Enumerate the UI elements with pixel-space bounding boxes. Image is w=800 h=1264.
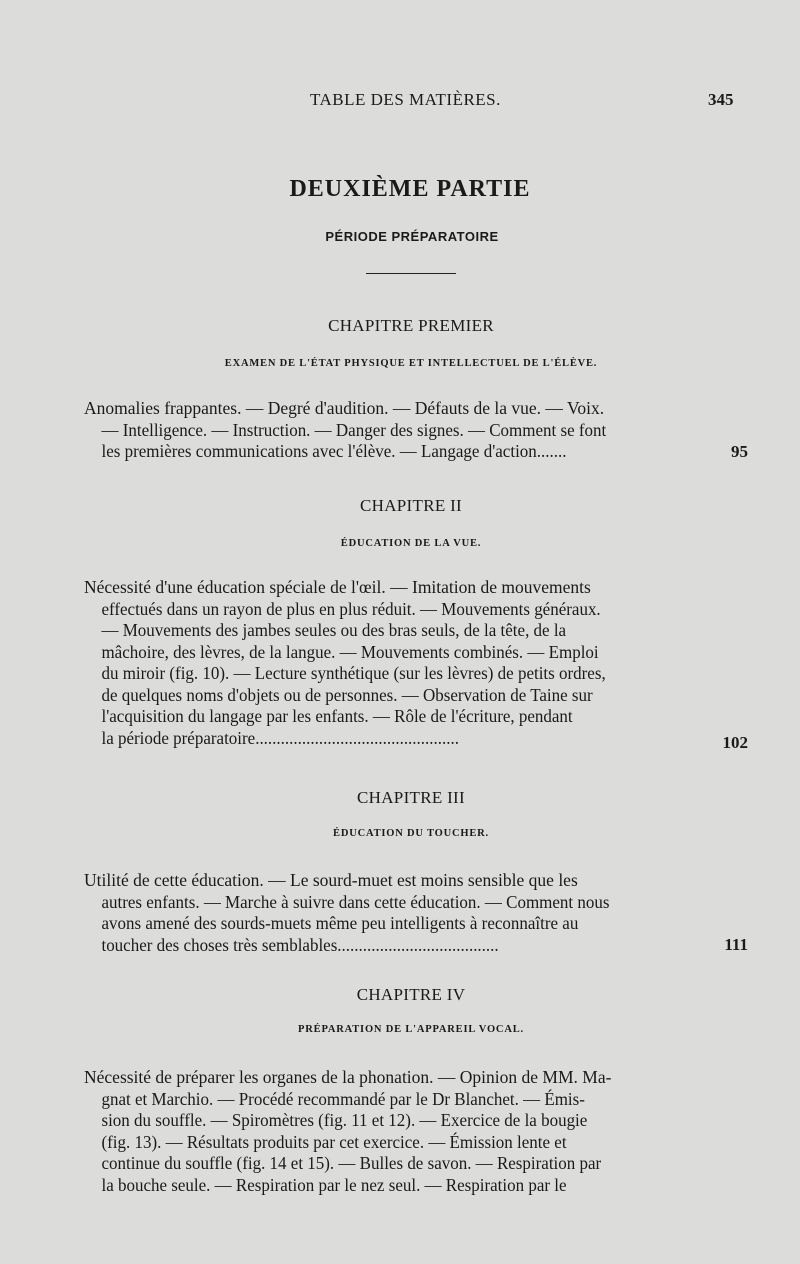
chapter-title: CHAPITRE III bbox=[357, 788, 465, 807]
running-head bbox=[0, 90, 800, 112]
chapter-title: CHAPITRE PREMIER bbox=[328, 316, 494, 335]
summary-line: avons amené des sourds-muets même peu intelligents à reconnaître au bbox=[101, 913, 579, 933]
summary-line: continue du souffle (fig. 14 et 15). — Bulles de savon. — Respiration par bbox=[101, 1153, 602, 1173]
summary-line: autres enfants. — Marche à suivre dans cette éducation. — Comment nous bbox=[101, 891, 610, 912]
summary-line: mâchoire, des lèvres, de la langue. — Mouvements combinés. — Emploi bbox=[101, 641, 599, 662]
chapter-page-ref: 111 bbox=[724, 935, 748, 954]
summary-line: effectués dans un rayon de plus en plus réduit. — Mouvements généraux. bbox=[101, 598, 601, 619]
summary-line: Nécessité de préparer les organes de la phonation. — Opinion de MM. Ma- bbox=[84, 1067, 612, 1087]
summary-line: la bouche seule. — Respiration par le nez seul. — Respiration par le bbox=[101, 1174, 567, 1195]
chapter-summary bbox=[84, 1067, 696, 1196]
running-title: TABLE DES MATIÈRES. bbox=[310, 90, 501, 109]
chapter-summary bbox=[84, 870, 696, 956]
chapter-summary bbox=[84, 398, 696, 463]
chapter-subtitle: EXAMEN DE L'ÉTAT PHYSIQUE ET INTELLECTUEL DE L'ÉLÈVE. bbox=[224, 358, 598, 369]
summary-line: la période préparatoire................................................ bbox=[101, 727, 460, 748]
summary-line: du miroir (fig. 10). — Lecture synthétique (sur les lèvres) de petits ordres, bbox=[101, 663, 606, 683]
summary-line: gnat et Marchio. — Procédé recommandé par le Dr Blanchet. — Émis- bbox=[101, 1088, 585, 1109]
chapter-page-ref: 95 bbox=[731, 442, 748, 461]
summary-line: l'acquisition du langage par les enfants. — Rôle de l'écriture, pendant bbox=[101, 706, 573, 726]
chapter-title: CHAPITRE IV bbox=[356, 985, 466, 1004]
divider-rule bbox=[366, 273, 456, 274]
summary-line: (fig. 13). — Résultats produits par cet exercice. — Émission lente et bbox=[101, 1131, 567, 1152]
chapter-page-ref: 102 bbox=[722, 733, 748, 752]
summary-line: les premières communications avec l'élève. — Langage d'action....... bbox=[101, 441, 567, 461]
summary-line: sion du souffle. — Spiromètres (fig. 11 et 12). — Exercice de la bougie bbox=[101, 1110, 588, 1130]
summary-line: — Mouvements des jambes seules ou des bras seuls, de la tête, de la bbox=[101, 620, 567, 640]
chapter-subtitle: ÉDUCATION DU TOUCHER. bbox=[333, 828, 489, 839]
chapter-subtitle: ÉDUCATION DE LA VUE. bbox=[340, 538, 482, 549]
summary-line: de quelques noms d'objets ou de personnes. — Observation de Taine sur bbox=[101, 684, 593, 705]
part-title: DEUXIÈME PARTIE bbox=[289, 176, 531, 202]
summary-line: Utilité de cette éducation. — Le sourd-muet est moins sensible que les bbox=[84, 870, 578, 890]
summary-line: — Intelligence. — Instruction. — Danger des signes. — Comment se font bbox=[101, 419, 607, 440]
chapter-subtitle: PRÉPARATION DE L'APPAREIL VOCAL. bbox=[298, 1024, 524, 1035]
chapter-summary bbox=[84, 577, 696, 749]
summary-line: Nécessité d'une éducation spéciale de l'œil. — Imitation de mouvements bbox=[84, 577, 591, 597]
summary-line: Anomalies frappantes. — Degré d'audition. — Défauts de la vue. — Voix. bbox=[84, 398, 605, 418]
part-subtitle: PÉRIODE PRÉPARATOIRE bbox=[325, 229, 499, 244]
chapter-title: CHAPITRE II bbox=[360, 496, 462, 515]
summary-line: toucher des choses très semblables...................................... bbox=[101, 934, 499, 955]
page-number: 345 bbox=[708, 90, 734, 109]
